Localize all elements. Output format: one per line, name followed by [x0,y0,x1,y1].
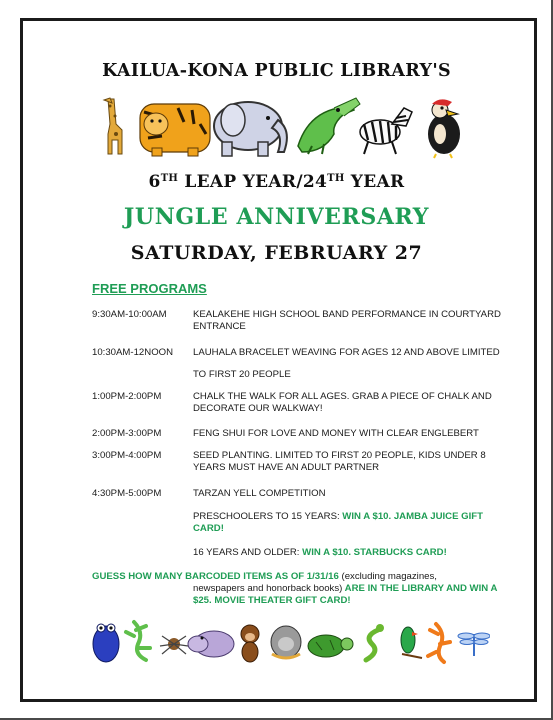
prize-value: WIN A $10. STARBUCKS CARD! [302,547,447,558]
schedule-time: 2:00PM-3:00PM [92,428,162,439]
elephant-icon [214,102,287,156]
schedule-desc: LAUHALA BRACELET WEAVING FOR AGES 12 AND ABOVE LIMITED [193,347,500,358]
bottom-animal-row [90,614,490,666]
schedule-desc: TARZAN YELL COMPETITION [193,488,326,499]
dragonfly-icon [458,633,490,656]
gecko-icon [428,624,450,662]
schedule-desc: FENG SHUI FOR LOVE AND MONEY WITH CLEAR ENGLEBERT [193,428,479,439]
schedule-time: 4:30PM-5:00PM [92,488,162,499]
spider-icon [160,636,188,654]
event-title: JUNGLE ANNIVERSARY [123,204,430,230]
prize-label: 16 YEARS AND OLDER: [193,547,303,558]
schedule-time: 10:30AM-12NOON [92,347,174,358]
guess-contest [92,571,507,608]
guess-prize: ARE IN THE LIBRARY AND WIN A $25. MOVIE THEATER GIFT CARD! [193,583,498,607]
lizard-icon [126,622,150,660]
leap-year-heading: 6TH LEAP YEAR/24TH YEAR [148,172,405,192]
giraffe-icon [104,98,122,154]
gorilla-icon [271,626,301,658]
guess-paren: (excluding magazines, [338,571,437,582]
crocodile-icon [298,98,360,154]
vulture-icon [428,99,460,158]
event-date: SATURDAY, FEBRUARY 27 [130,242,423,264]
monkey-icon [241,625,259,662]
prize-value: WIN A $10. JAMBA JUICE GIFT CARD! [193,511,484,535]
schedule-time: 1:00PM-2:00PM [92,391,162,402]
schedule-desc: KEALAKEHE HIGH SCHOOL BAND PERFORMANCE IN COURTYARD ENTRANCE [193,309,501,333]
turtle-icon [308,635,353,657]
frog-blue-icon [93,624,119,662]
top-animal-row [88,94,473,160]
prize-label: PRESCHOOLERS TO 15 YEARS: [193,511,343,522]
snake-icon [366,624,384,660]
schedule-time: 9:30AM-10:00AM [92,309,167,320]
schedule-desc: CHALK THE WALK FOR ALL AGES. GRAB A PIECE OF CHALK AND DECORATE OUR WALKWAY! [193,391,492,415]
schedule-desc: TO FIRST 20 PEOPLE [193,369,291,380]
guess-lead: GUESS HOW MANY BARCODED ITEMS AS OF 1/31/16 [92,571,339,582]
tiger-icon [140,104,210,156]
free-programs-heading: FREE PROGRAMS [92,281,207,296]
hippo-icon [188,631,234,657]
guess-paren-cont: newspapers and honorback books) [193,583,343,595]
parrot-icon [401,627,422,658]
schedule-time: 3:00PM-4:00PM [92,450,162,461]
library-title: KAILUA-KONA PUBLIC LIBRARY'S [102,61,451,81]
schedule-desc: SEED PLANTING. LIMITED TO FIRST 20 PEOPLE, KIDS UNDER 8 YEARS MUST HAVE AN ADULT PARTNER [193,450,486,474]
zebra-icon [360,108,412,154]
